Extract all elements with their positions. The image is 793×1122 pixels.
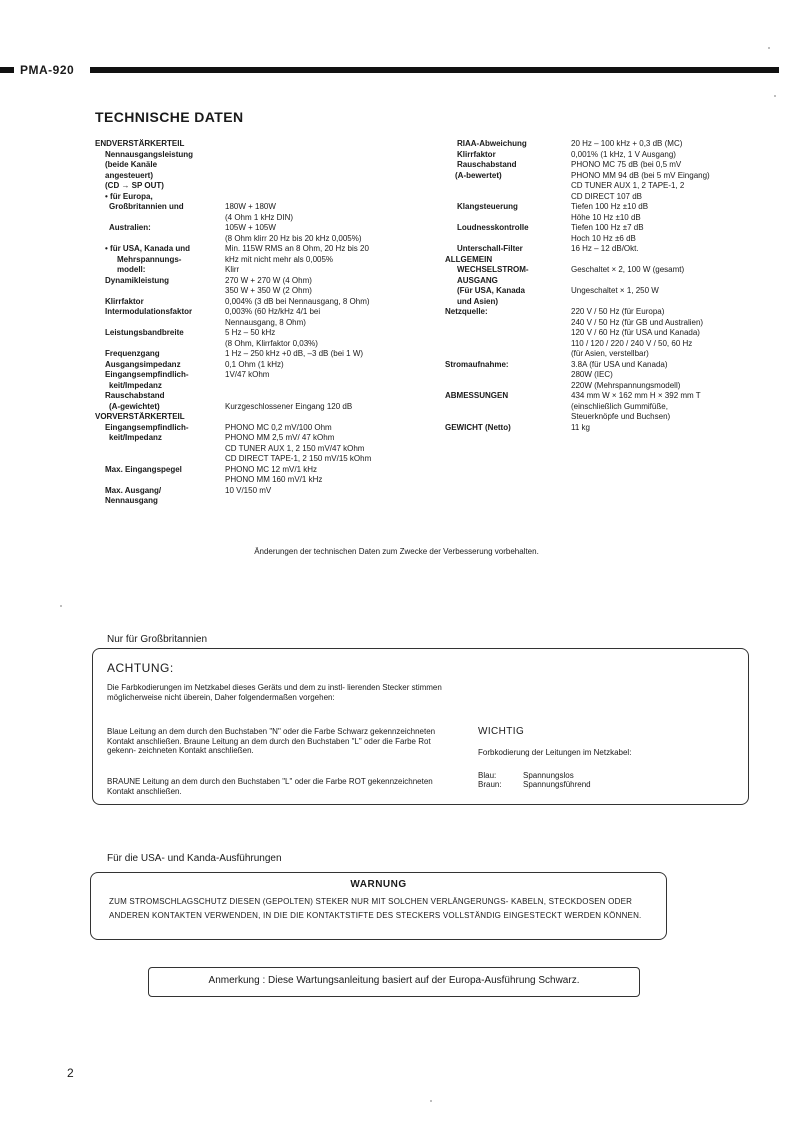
wire-blau-key: Blau: <box>478 771 497 780</box>
header-rule <box>90 67 779 73</box>
spec-value: 5 Hz – 50 kHz <box>225 328 276 337</box>
spec-label: WECHSELSTROM- <box>457 265 529 274</box>
spec-label <box>95 454 225 465</box>
spec-value: (einschließlich Gummifüße, <box>571 401 668 411</box>
spec-value: PHONO MM 94 dB (bei 5 mV Eingang) <box>571 170 710 180</box>
spec-label: Intermodulationsfaktor <box>105 307 193 316</box>
spec-value: 0,003% (60 Hz/kHz 4/1 bei <box>225 307 321 316</box>
spec-label: Australien: <box>109 223 151 232</box>
scan-speck <box>430 1100 432 1102</box>
spec-row <box>95 276 430 287</box>
spec-label <box>95 339 225 350</box>
spec-label: (CD → SP OUT) <box>105 181 164 190</box>
spec-row <box>95 454 430 465</box>
change-note: Änderungen der technischen Daten zum Zwecke der Verbesserung vorbehalten. <box>254 547 539 556</box>
spec-label: • für USA, Kanada und <box>105 244 191 253</box>
spec-label <box>445 192 571 203</box>
anmerkung-box <box>148 967 640 997</box>
spec-value <box>571 297 780 308</box>
spec-label: Stromaufnahme: <box>445 359 509 369</box>
spec-label: ABMESSUNGEN <box>445 391 509 400</box>
spec-value: CD TUNER AUX 1, 2 150 mV/47 kOhm <box>225 443 365 453</box>
spec-row <box>95 192 430 203</box>
spec-value: Steuerknöpfe und Buchsen) <box>571 412 671 421</box>
spec-value: PHONO MC 12 mV/1 kHz <box>225 464 318 474</box>
spec-value: kHz mit nicht mehr als 0,005% <box>225 254 334 264</box>
spec-row <box>445 360 780 371</box>
spec-row <box>95 370 430 381</box>
spec-label: (A-gewichtet) <box>109 401 160 411</box>
spec-row <box>95 402 430 413</box>
spec-value: 10 V/150 mV <box>225 485 272 495</box>
spec-row <box>95 486 430 497</box>
spec-value: Tiefen 100 Hz ±7 dB <box>571 223 644 232</box>
spec-row <box>95 307 430 318</box>
uk-paragraph-2: Blaue Leitung an dem durch den Buchstaben "N" oder die Farbe Schwarz gekennzeichneten Kontakt anschließen. Braune Leitung an dem durch den Buchstaben "L" oder die Farbe Rot gekenn- zeichneten Kontakt anschließen. <box>107 727 436 755</box>
spec-value: (8 Ohm klirr 20 Hz bis 20 kHz 0,005%) <box>225 233 362 243</box>
spec-label: Rauschabstand <box>457 160 517 169</box>
spec-row <box>445 307 780 318</box>
spec-value: 270 W + 270 W (4 Ohm) <box>225 275 312 285</box>
spec-label: VORVERSTÄRKERTEIL <box>95 412 185 421</box>
spec-row <box>445 370 780 381</box>
spec-value <box>225 391 430 402</box>
spec-label <box>445 381 571 392</box>
spec-row <box>95 171 430 182</box>
scan-speck <box>60 605 62 607</box>
page-number: 2 <box>67 1066 74 1080</box>
spec-label: Max. Eingangspegel <box>105 464 182 474</box>
spec-value: Tiefen 100 Hz ±10 dB <box>571 202 649 211</box>
spec-row <box>95 297 430 308</box>
spec-value: Klirr <box>225 265 240 274</box>
spec-value: 350 W + 350 W (2 Ohm) <box>225 286 312 295</box>
spec-label <box>445 349 571 360</box>
warnung-text: ZUM STROMSCHLAGSCHUTZ DIESEN (GEPOLTEN) STEKER NUR MIT SOLCHEN VERLÄNGERUNGS- KABELN, STECKDOSEN ODER ANDEREN KONTAKTEN VERWENDEN, IN DIE DIE KONTAKTSTIFTE DES STECKERS VOLLSTÄNDIG EINGESTECKT WERDEN KÖNNEN. <box>109 897 642 920</box>
spec-label <box>95 444 225 455</box>
spec-value: Hoch 10 Hz ±6 dB <box>571 233 636 243</box>
spec-row <box>445 381 780 392</box>
spec-value: 11 kg <box>571 422 590 432</box>
spec-label <box>445 213 571 224</box>
spec-row <box>445 223 780 234</box>
spec-value: 0,004% (3 dB bei Nennausgang, 8 Ohm) <box>225 296 370 306</box>
spec-label: GEWICHT (Netto) <box>445 422 511 432</box>
us-warning-box <box>90 872 667 940</box>
spec-row <box>95 381 430 392</box>
spec-label: Dynamikleistung <box>105 275 170 285</box>
spec-value <box>225 496 430 507</box>
spec-label: Eingangsempfindlich- <box>105 370 189 379</box>
spec-row <box>95 475 430 486</box>
wichtig-text: Forbkodierung der Leitungen im Netzkabel: <box>478 748 632 757</box>
spec-row <box>445 139 780 150</box>
spec-label: Nennausgang <box>105 496 158 505</box>
spec-label: ENDVERSTÄRKERTEIL <box>95 139 185 148</box>
uk-paragraph-3: BRAUNE Leitung an dem durch den Buchstaben "L" oder die Farbe ROT gekennzeichneten Kontakt anschließen. <box>107 777 433 796</box>
spec-row <box>95 465 430 476</box>
spec-value: Höhe 10 Hz ±10 dB <box>571 212 641 222</box>
spec-value: 16 Hz – 12 dB/Okt. <box>571 244 639 253</box>
spec-value: Min. 115W RMS an 8 Ohm, 20 Hz bis 20 <box>225 244 369 253</box>
right-spec-column <box>445 139 780 433</box>
spec-value: 180W + 180W <box>225 202 276 211</box>
spec-label: und Asien) <box>457 296 499 306</box>
spec-value: 1 Hz – 250 kHz +0 dB, –3 dB (bei 1 W) <box>225 349 364 358</box>
wichtig-heading: WICHTIG <box>478 726 525 737</box>
spec-row <box>95 433 430 444</box>
spec-label <box>95 234 225 245</box>
spec-row <box>445 339 780 350</box>
spec-label: (A-bewertet) <box>455 170 502 180</box>
spec-value: CD TUNER AUX 1, 2 TAPE-1, 2 <box>571 181 685 190</box>
spec-row <box>95 255 430 266</box>
anmerkung-text: Anmerkung : Diese Wartungsanleitung basiert auf der Europa-Ausführung Schwarz. <box>208 975 580 986</box>
spec-label: angesteuert) <box>105 170 154 180</box>
spec-label: modell: <box>117 265 146 274</box>
spec-label <box>445 339 571 350</box>
spec-label: Unterschall-Filter <box>457 244 523 253</box>
header-left-block <box>0 67 14 73</box>
wire-blau-row <box>478 771 574 780</box>
spec-value: CD DIRECT 107 dB <box>571 191 642 201</box>
spec-label <box>95 318 225 329</box>
spec-label <box>95 213 225 224</box>
spec-label: Netzquelle: <box>445 307 488 316</box>
spec-label: Loudnesskontrolle <box>457 223 529 232</box>
spec-row <box>445 412 780 423</box>
spec-row <box>445 349 780 360</box>
spec-value <box>185 412 430 423</box>
spec-label: Mehrspannungs- <box>117 254 182 264</box>
wire-blau-value: Spannungslos <box>523 771 574 780</box>
spec-label <box>445 328 571 339</box>
spec-value: 105W + 105W <box>225 223 276 232</box>
spec-row <box>95 444 430 455</box>
us-heading: Für die USA- und Kanda-Ausführungen <box>107 853 282 864</box>
spec-row <box>445 160 780 171</box>
spec-label: keit/Impedanz <box>109 433 162 442</box>
spec-value <box>225 150 430 161</box>
spec-value <box>225 160 430 171</box>
spec-row <box>445 244 780 255</box>
spec-row <box>95 234 430 245</box>
spec-row <box>95 360 430 371</box>
spec-value <box>225 381 430 392</box>
spec-value: 220 V / 50 Hz (für Europa) <box>571 307 665 316</box>
spec-row <box>445 276 780 287</box>
spec-label <box>95 286 225 297</box>
spec-row <box>445 391 780 402</box>
spec-label <box>445 402 571 413</box>
spec-value: PHONO MM 160 mV/1 kHz <box>225 475 323 484</box>
spec-row <box>95 328 430 339</box>
spec-label: Leistungsbandbreite <box>105 328 184 337</box>
spec-row <box>95 391 430 402</box>
spec-value: PHONO MM 2,5 mV/ 47 kOhm <box>225 433 335 442</box>
spec-value: 1V/47 kOhm <box>225 370 270 379</box>
spec-row <box>445 150 780 161</box>
spec-row <box>95 139 430 150</box>
spec-label: Klirrfaktor <box>105 296 144 306</box>
warnung-heading: WARNUNG <box>350 879 407 890</box>
spec-value: 0,1 Ohm (1 kHz) <box>225 359 284 369</box>
spec-row <box>95 202 430 213</box>
wire-braun-row <box>478 780 591 789</box>
spec-row <box>95 496 430 507</box>
spec-row <box>95 423 430 434</box>
spec-value: Kurzgeschlossener Eingang 120 dB <box>225 401 353 411</box>
spec-row <box>95 286 430 297</box>
uk-heading: Nur für Großbritannien <box>107 634 208 645</box>
spec-value: Nennausgang, 8 Ohm) <box>225 317 306 327</box>
spec-row <box>95 160 430 171</box>
spec-row <box>95 223 430 234</box>
spec-label: ALLGEMEIN <box>445 254 493 264</box>
header-bar <box>0 63 793 77</box>
spec-row <box>95 265 430 276</box>
spec-label: Nennausgangsleistung <box>105 149 194 159</box>
uk-paragraph-1: Die Farbkodierungen im Netzkabel dieses Geräts und dem zu instl- lierenden Stecker stimmen möglicherweise nicht überein, Daher folgendermaßen vorgehen: <box>107 683 442 702</box>
spec-row <box>445 402 780 413</box>
spec-row <box>445 192 780 203</box>
spec-label: AUSGANG <box>457 275 498 285</box>
wire-braun-key: Braun: <box>478 780 502 789</box>
spec-row <box>95 349 430 360</box>
spec-row <box>445 423 780 434</box>
spec-row <box>445 171 780 182</box>
spec-label: Klirrfaktor <box>457 149 496 159</box>
spec-value <box>571 276 780 287</box>
spec-label: Eingangsempfindlich- <box>105 422 189 432</box>
spec-value: 110 / 120 / 220 / 240 V / 50, 60 Hz <box>571 338 693 348</box>
spec-label: keit/Impedanz <box>109 380 162 390</box>
achtung-heading: ACHTUNG: <box>107 661 174 675</box>
spec-row <box>95 339 430 350</box>
model-name: PMA-920 <box>17 62 77 78</box>
spec-row <box>445 202 780 213</box>
spec-value <box>184 139 430 150</box>
spec-label: RIAA-Abweichung <box>457 139 527 148</box>
spec-value: 20 Hz – 100 kHz + 0,3 dB (MC) <box>571 139 683 148</box>
scan-speck <box>774 95 776 97</box>
spec-value: 220W (Mehrspannungsmodell) <box>571 380 681 390</box>
spec-row <box>95 181 430 192</box>
spec-row <box>95 412 430 423</box>
spec-row <box>445 265 780 276</box>
spec-value: CD DIRECT TAPE-1, 2 150 mV/15 kOhm <box>225 454 372 463</box>
spec-row <box>95 150 430 161</box>
spec-label: Großbritannien und <box>109 202 184 211</box>
spec-value <box>492 255 780 266</box>
spec-row <box>445 297 780 308</box>
page-title: TECHNISCHE DATEN <box>95 109 244 125</box>
spec-value: 280W (IEC) <box>571 370 613 379</box>
spec-value: 120 V / 60 Hz (für USA und Kanada) <box>571 328 700 337</box>
spec-label: (beide Kanäle <box>105 160 158 169</box>
spec-label <box>445 412 571 423</box>
spec-value: 3.8A (für USA und Kanada) <box>571 359 668 369</box>
spec-label: Frequenzgang <box>105 349 160 358</box>
spec-value: (4 Ohm 1 kHz DIN) <box>225 212 294 222</box>
spec-row <box>445 318 780 329</box>
spec-value: Geschaltet × 2, 100 W (gesamt) <box>571 265 685 274</box>
spec-label <box>445 234 571 245</box>
spec-value: PHONO MC 75 dB (bei 0,5 mV <box>571 160 682 169</box>
spec-label <box>95 475 225 486</box>
spec-value: Ungeschaltet × 1, 250 W <box>571 286 659 295</box>
spec-row <box>445 255 780 266</box>
spec-value: (8 Ohm, Klirrfaktor 0,03%) <box>225 338 318 348</box>
spec-label <box>445 181 571 192</box>
spec-label <box>445 318 571 329</box>
spec-value: 434 mm W × 162 mm H × 392 mm T <box>571 391 701 400</box>
spec-label: Ausgangsimpedanz <box>105 359 181 369</box>
spec-row <box>95 318 430 329</box>
spec-value <box>225 171 430 182</box>
spec-row <box>445 181 780 192</box>
spec-label: Klangsteuerung <box>457 202 518 211</box>
spec-value <box>225 181 430 192</box>
spec-row <box>95 244 430 255</box>
spec-value: 240 V / 50 Hz (für GB und Australien) <box>571 317 704 327</box>
spec-row <box>445 286 780 297</box>
spec-value <box>225 192 430 203</box>
spec-value: (für Asien, verstellbar) <box>571 349 649 358</box>
spec-label: Rauschabstand <box>105 391 165 400</box>
spec-row <box>445 213 780 224</box>
spec-value: PHONO MC 0,2 mV/100 Ohm <box>225 422 332 432</box>
spec-row <box>445 234 780 245</box>
wire-braun-value: Spannungsführend <box>523 780 591 789</box>
spec-row <box>445 328 780 339</box>
left-spec-column <box>95 139 430 507</box>
spec-label: (Für USA, Kanada <box>457 286 526 295</box>
spec-label <box>445 370 571 381</box>
scan-speck <box>768 47 770 49</box>
spec-value: 0,001% (1 kHz, 1 V Ausgang) <box>571 149 676 159</box>
spec-label: • für Europa, <box>105 191 153 201</box>
spec-row <box>95 213 430 224</box>
uk-notice-box <box>92 648 749 805</box>
spec-label: Max. Ausgang/ <box>105 485 162 495</box>
